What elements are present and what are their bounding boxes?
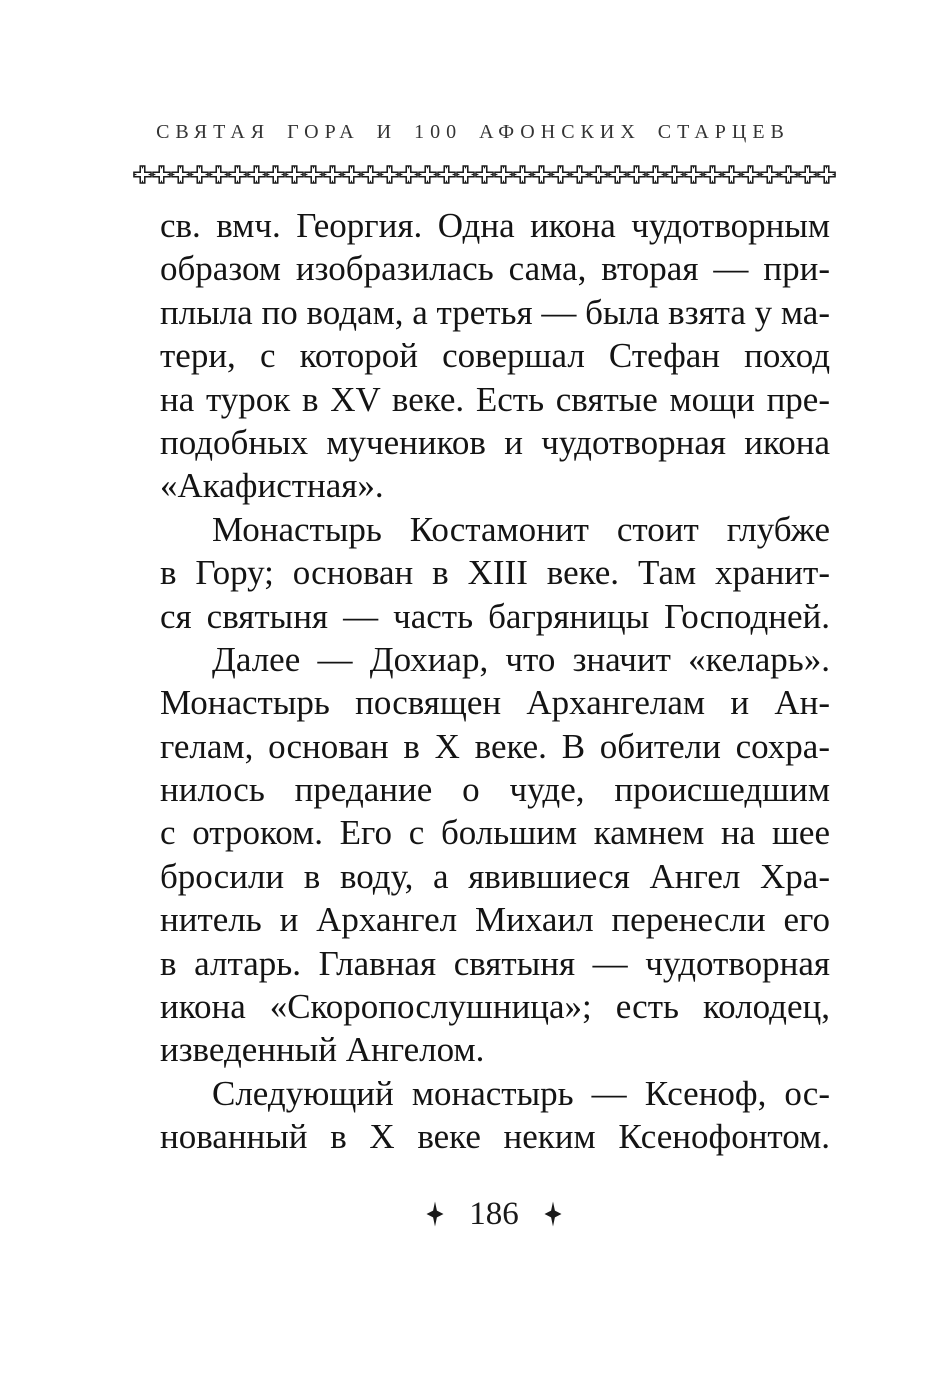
running-header: СВЯТАЯ ГОРА И 100 АФОНСКИХ СТАРЦЕВ xyxy=(156,121,790,143)
cross-ornament-icon xyxy=(171,165,190,184)
page-number: 186 xyxy=(469,1196,519,1232)
cross-ornament-icon xyxy=(817,165,836,184)
cross-ornament-icon xyxy=(475,165,494,184)
text-line: нилось предание о чуде, происшедшим xyxy=(160,770,830,810)
text-line: Следующий монастырь — Ксеноф, ос- xyxy=(212,1073,830,1113)
fleuron-left-icon xyxy=(426,1201,444,1227)
cross-ornament-icon xyxy=(684,165,703,184)
cross-ornament-icon xyxy=(209,165,228,184)
text-line: нованный в X веке неким Ксенофонтом. xyxy=(160,1117,830,1157)
text-line: подобных мучеников и чудотворная икона xyxy=(160,422,830,462)
text-line: икона «Скоропослушница»; есть колодец, xyxy=(160,987,830,1027)
cross-ornament-icon xyxy=(722,165,741,184)
cross-ornament-icon xyxy=(570,165,589,184)
text-line: св. вмч. Георгия. Одна икона чудотворным xyxy=(160,206,830,245)
cross-ornament-icon xyxy=(342,165,361,184)
text-line: образом изобразилась сама, вторая — при- xyxy=(160,249,830,289)
text-line: нитель и Архангел Михаил перенесли его xyxy=(160,900,830,940)
cross-ornament-icon xyxy=(361,165,380,184)
cross-ornament-icon xyxy=(228,165,247,184)
cross-ornament-icon xyxy=(589,165,608,184)
cross-ornament-icon xyxy=(513,165,532,184)
cross-ornament-icon xyxy=(304,165,323,184)
cross-ornament-icon xyxy=(133,165,152,184)
cross-ornament-icon xyxy=(665,165,684,184)
cross-ornament-icon xyxy=(703,165,722,184)
cross-ornament-icon xyxy=(437,165,456,184)
cross-ornament-icon xyxy=(285,165,304,184)
fleuron-right-icon xyxy=(544,1201,562,1227)
cross-ornament-icon xyxy=(418,165,437,184)
cross-ornament-icon xyxy=(266,165,285,184)
text-line: гелам, основан в X веке. В обители сохра- xyxy=(160,726,830,766)
body-text xyxy=(160,204,830,1159)
text-line: бросили в воду, а явившиеся Ангел Хра- xyxy=(160,856,830,896)
text-line: в Гору; основан в XIII веке. Там хранит- xyxy=(160,553,830,593)
page-footer xyxy=(158,1194,830,1234)
text-line: «Акафистная». xyxy=(160,466,384,506)
text-line: Далее — Дохиар, что значит «келарь». xyxy=(212,639,830,679)
cross-ornament-icon xyxy=(532,165,551,184)
cross-ornament-icon xyxy=(760,165,779,184)
text-line: плыла по водам, а третья — была взята у ма- xyxy=(160,292,830,332)
cross-ornament-icon xyxy=(779,165,798,184)
text-line: в алтарь. Главная святыня — чудотворная xyxy=(160,943,830,983)
text-line: изведенный Ангелом. xyxy=(160,1030,485,1070)
text-line: Монастырь Костамонит стоит глубже xyxy=(212,509,830,549)
cross-ornament-icon xyxy=(323,165,342,184)
cross-ornament-icon xyxy=(380,165,399,184)
cross-ornament-icon xyxy=(247,165,266,184)
ornament-row xyxy=(133,163,835,185)
cross-ornament-icon xyxy=(608,165,627,184)
cross-ornament-icon xyxy=(741,165,760,184)
text-line: ся святыня — часть багряницы Господней. xyxy=(160,596,830,636)
cross-ornament-icon xyxy=(494,165,513,184)
text-line: с отроком. Его с большим камнем на шее xyxy=(160,813,830,853)
cross-ornament-icon xyxy=(551,165,570,184)
text-line: Монастырь посвящен Архангелам и Ан- xyxy=(160,683,830,723)
text-line: на турок в XV веке. Есть святые мощи пре- xyxy=(160,379,830,419)
cross-ornament-icon xyxy=(798,165,817,184)
cross-ornament-icon xyxy=(399,165,418,184)
cross-ornament-icon xyxy=(456,165,475,184)
cross-ornament-icon xyxy=(646,165,665,184)
cross-ornament-icon xyxy=(190,165,209,184)
cross-ornament-icon xyxy=(152,165,171,184)
text-line: тери, с которой совершал Стефан поход xyxy=(160,336,830,376)
cross-ornament-icon xyxy=(627,165,646,184)
